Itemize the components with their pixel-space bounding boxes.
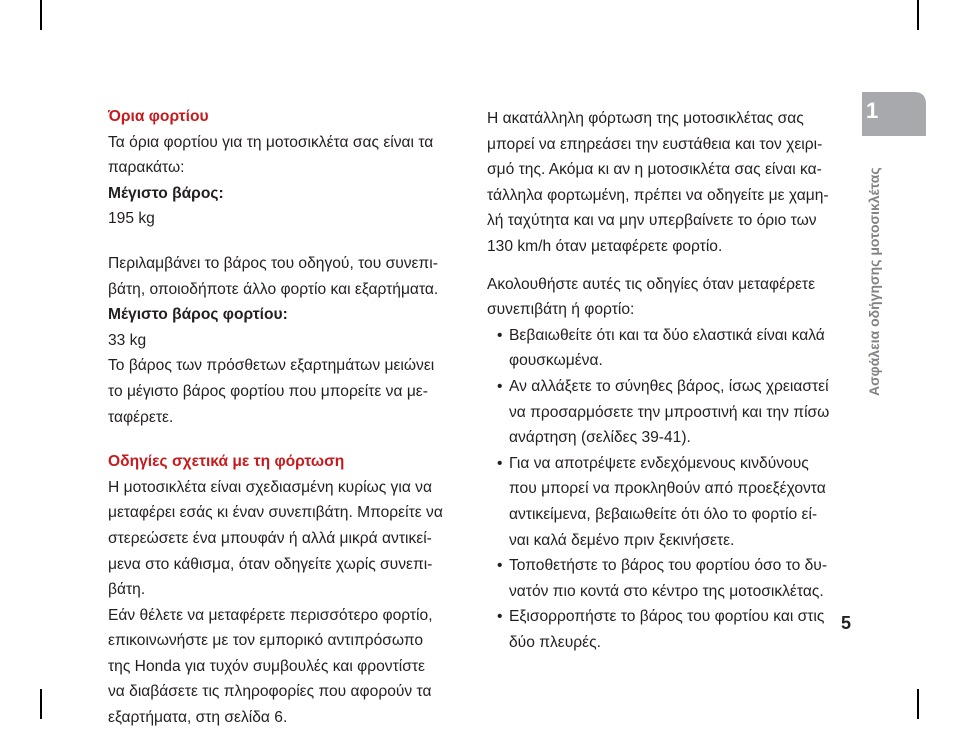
section-heading-load-limits: Όρια φορτίου (108, 108, 209, 125)
more-cargo-line: να διαβάσετε τις πληροφορίες που αφορούν τα (108, 683, 432, 701)
max-cargo-label: Μέγιστο βάρος φορτίου: (108, 306, 288, 324)
list-item (487, 451, 856, 553)
list-item (487, 604, 856, 655)
more-cargo-line: επικοινωνήστε με τον εμπορικό αντιπρόσωπο (108, 632, 424, 650)
crop-mark-top-right (917, 0, 919, 30)
more-cargo-line: εξαρτήματα, στη σελίδα 6. (108, 709, 288, 727)
chapter-label: Ασφάλεια οδήγησης μοτοσικλέτας (866, 167, 882, 396)
bullet-icon: • (497, 454, 503, 472)
warning-line: τάλληλα φορτωμένη, πρέπει να οδηγείτε με χαμη- (487, 186, 829, 204)
spacer (487, 260, 856, 272)
list-item-line: δύο πλευρές. (509, 633, 601, 651)
bullet-icon: • (497, 608, 503, 626)
designed-line: Η μοτοσικλέτα είναι σχεδιασμένη κυρίως για να (108, 478, 432, 496)
includes-line: βάτη, οποιοδήποτε άλλο φορτίο και εξαρτήματα. (108, 280, 439, 298)
list-item-line: αντικείμενα, βεβαιωθείτε ότι όλο το φορτίο εί- (509, 505, 818, 523)
bullet-icon: • (497, 377, 503, 395)
follow-line: Ακολουθήστε αυτές τις οδηγίες όταν μεταφέρετε (487, 275, 816, 293)
warning-line: 130 km/h όταν μεταφέρετε φορτίο. (487, 237, 723, 255)
crop-mark-bottom-right (917, 689, 919, 719)
list-item-line: ναι καλά δεμένο πριν ξεκινήσετε. (509, 531, 735, 549)
more-cargo-line: της Honda για τυχόν συμβουλές και φροντίστε (108, 657, 425, 675)
intro-line: Τα όρια φορτίου για τη μοτοσικλέτα σας είναι τα (108, 133, 434, 151)
list-item-line: νατόν πιο κοντά στο κέντρο της μοτοσικλέτας. (509, 582, 824, 600)
bullet-icon: • (497, 557, 503, 575)
list-item-line: Αν αλλάξετε το σύνηθες βάρος, ίσως χρειαστεί (509, 377, 829, 395)
more-cargo-line: Εάν θέλετε να μεταφέρετε περισσότερο φορτίο, (108, 606, 433, 624)
list-item-line: Τοποθετήστε το βάρος του φορτίου όσο το δυ- (509, 557, 828, 575)
list-item-line: που μπορεί να προκληθούν από προεξέχοντα (509, 480, 826, 498)
warning-line: μπορεί να επηρεάσει την ευστάθεια και τον χειρι- (487, 135, 823, 153)
accessories-line: Το βάρος των πρόσθετων εξαρτημάτων μειώνει (108, 357, 435, 375)
list-item-line: Βεβαιωθείτε ότι και τα δύο ελαστικά είναι καλά (509, 326, 825, 344)
intro-line: παρακάτω: (108, 159, 185, 177)
warning-line: σμό της. Ακόμα κι αν η μοτοσικλέτα σας είναι κα- (487, 161, 822, 179)
max-weight-label: Μέγιστο βάρος: (108, 184, 224, 202)
list-item-line: Εξισορροπήστε το βάρος του φορτίου και στις (509, 608, 825, 626)
accessories-line: ταφέρετε. (108, 408, 174, 426)
max-weight-value: 195 kg (108, 210, 155, 228)
crop-mark-bottom-left (40, 689, 42, 719)
right-column (487, 106, 856, 655)
warning-line: Η ακατάλληλη φόρτωση της μοτοσικλέτας σας (487, 110, 804, 127)
bullet-icon: • (497, 326, 503, 344)
left-column (108, 104, 468, 731)
follow-line: συνεπιβάτη ή φορτίο: (487, 301, 635, 319)
page-number: 5 (841, 613, 852, 633)
list-item-line: φουσκωμένα. (509, 352, 603, 370)
max-cargo-value: 33 kg (108, 331, 147, 349)
warning-line: λή ταχύτητα και να μην υπερβαίνετε το όριο των (487, 212, 817, 230)
designed-line: στερεώσετε ένα μπουφάν ή αλλά μικρά αντικεί- (108, 529, 432, 547)
designed-line: βάτη. (108, 581, 146, 599)
list-item-line: ανάρτηση (σελίδες 39-41). (509, 429, 691, 447)
accessories-line: το μέγιστο βάρος φορτίου που μπορείτε να με- (108, 382, 428, 400)
list-item (487, 374, 856, 451)
guideline-list (487, 323, 856, 656)
list-item-line: να προσαρμόσετε την μπροστινή και την πίσω (509, 403, 830, 421)
spacer (108, 430, 468, 449)
designed-line: μενα στο κάθισμα, όταν οδηγείτε χωρίς συνεπι- (108, 555, 433, 573)
crop-mark-top-left (40, 0, 42, 30)
section-heading-loading-guidelines: Οδηγίες σχετικά με τη φόρτωση (108, 453, 345, 471)
includes-line: Περιλαμβάνει το βάρος του οδηγού, του συνεπι- (108, 254, 438, 272)
list-item (487, 553, 856, 604)
list-item (487, 323, 856, 374)
list-item-line: Για να αποτρέψετε ενδεχόμενους κινδύνους (509, 454, 809, 472)
designed-line: μεταφέρει εσάς κι έναν συνεπιβάτη. Μπορείτε να (108, 504, 443, 522)
chapter-number: 1 (866, 98, 879, 123)
spacer (108, 232, 468, 251)
